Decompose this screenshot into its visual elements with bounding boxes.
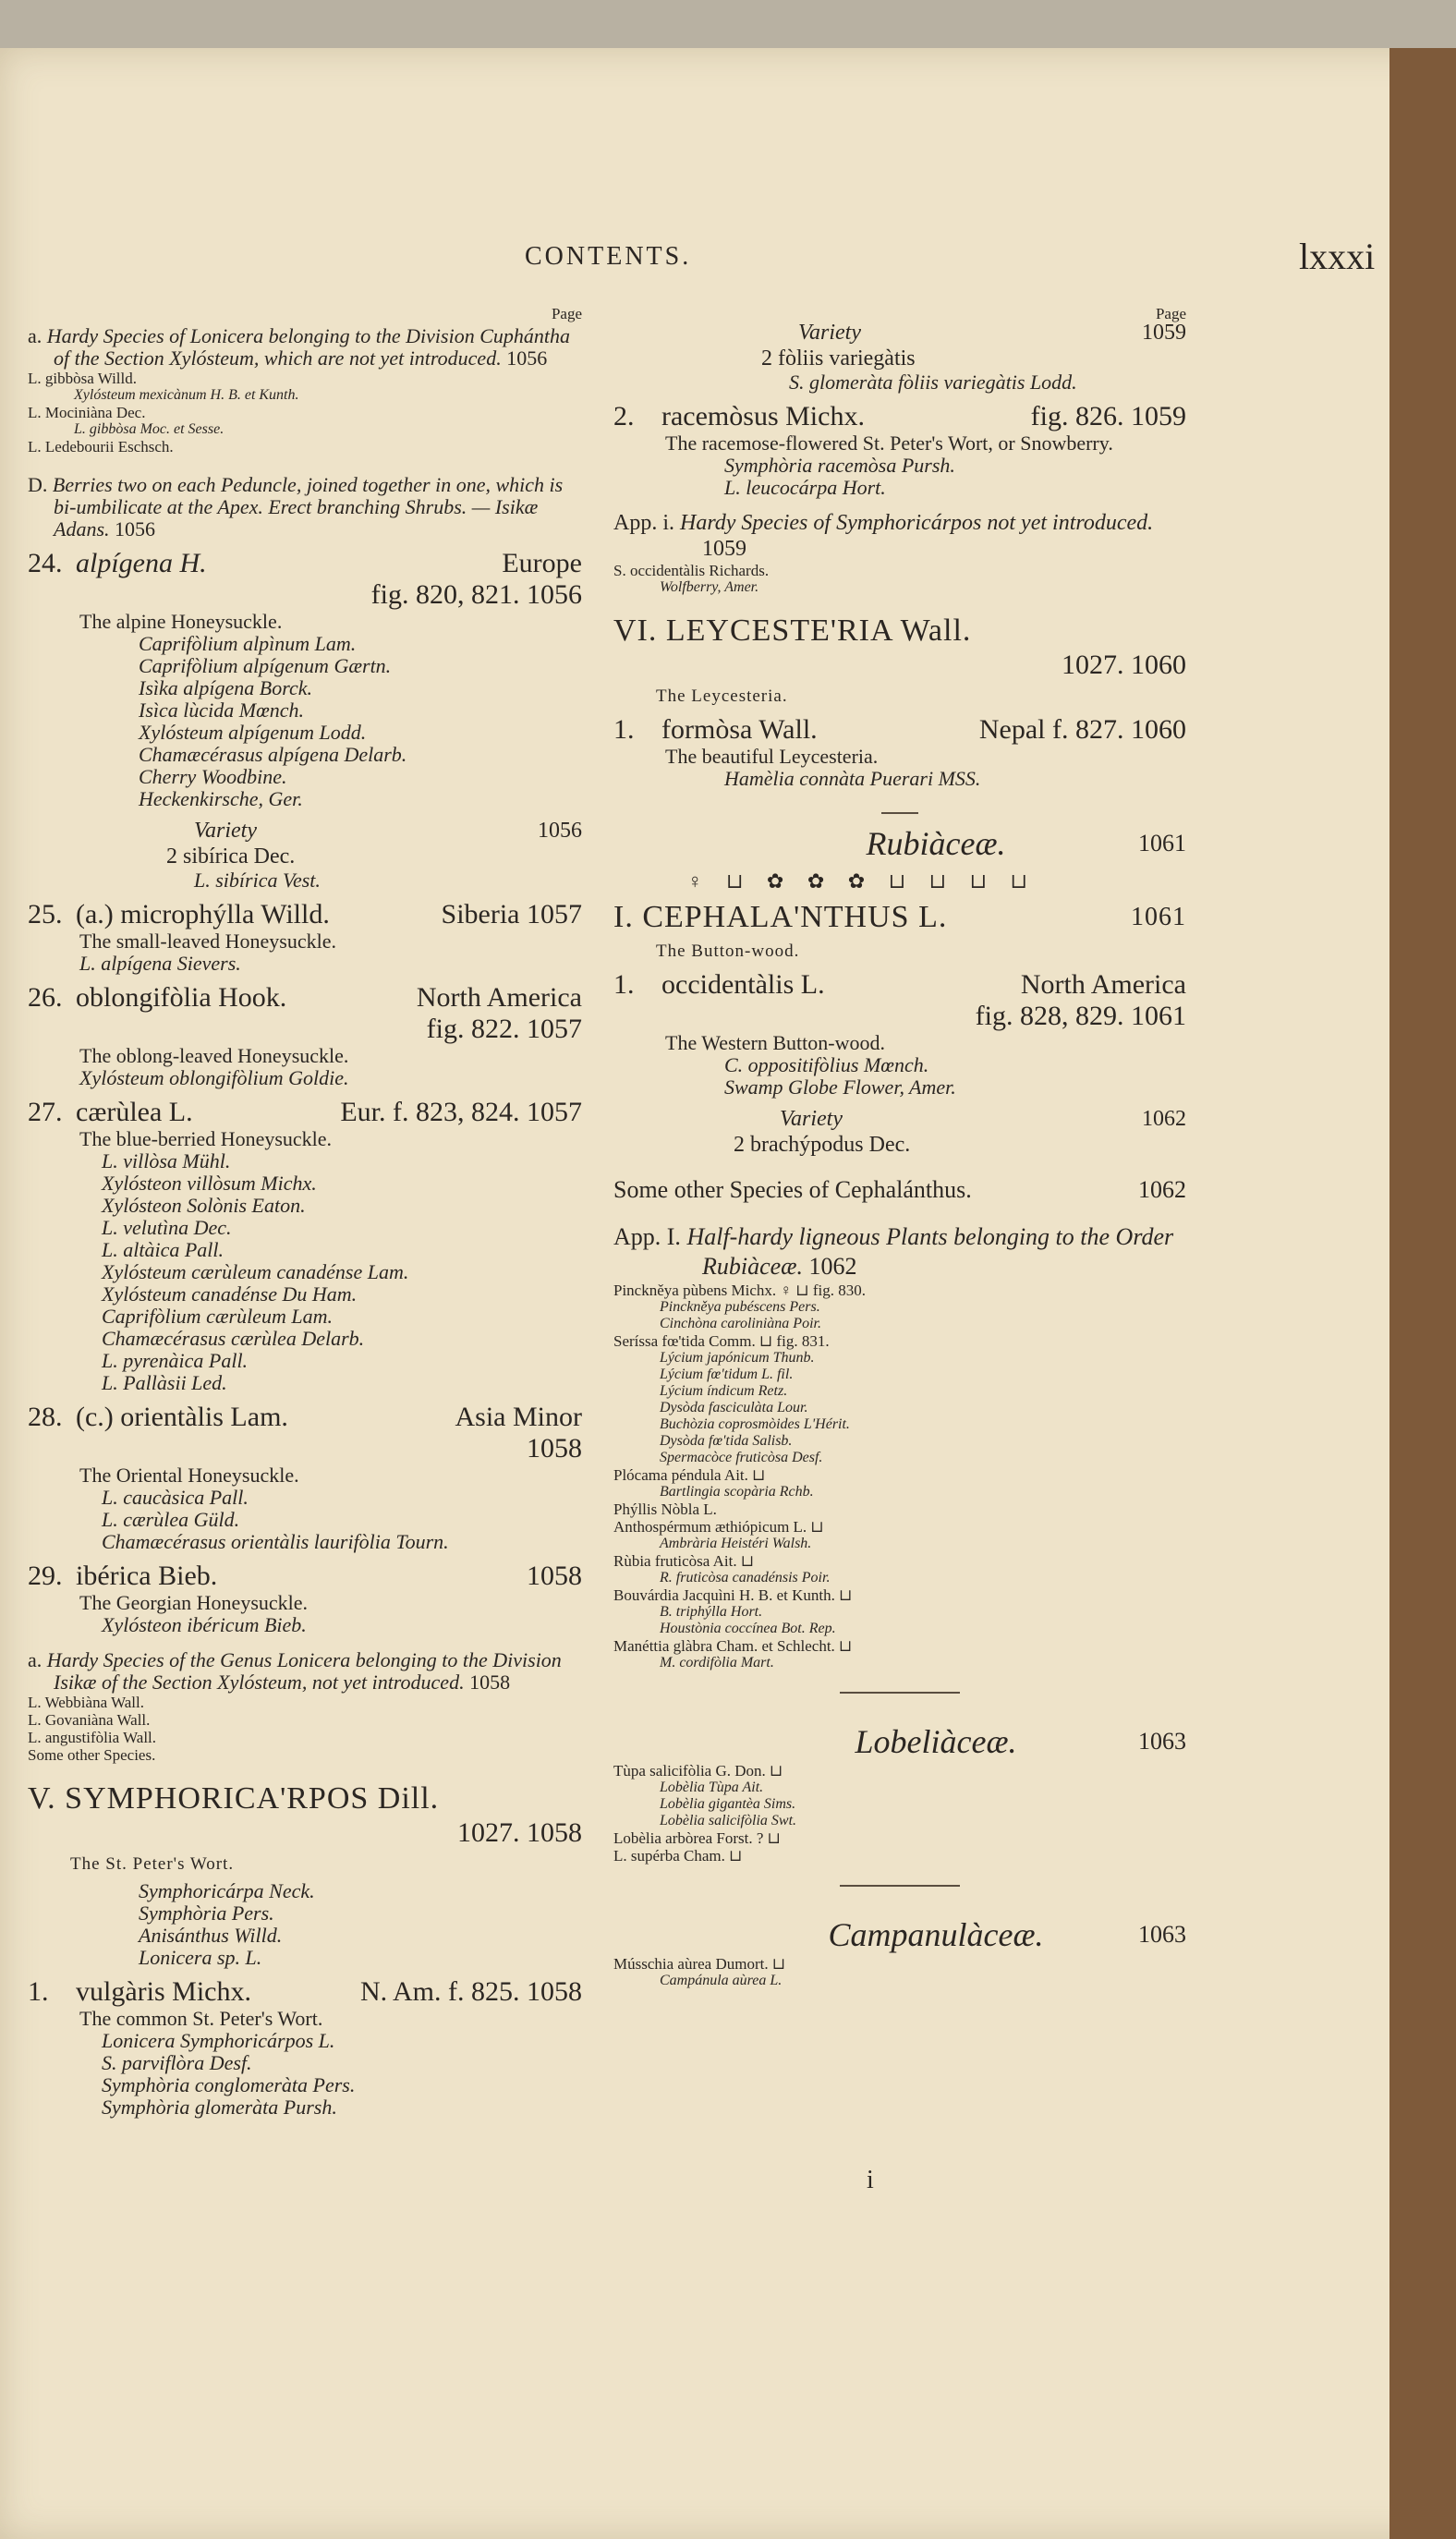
- synonym: L. altàica Pall.: [102, 1238, 224, 1261]
- list-item: Bouvárdia Jacquìni H. B. et Kunth. ⊔: [613, 1586, 853, 1604]
- list-item: Manéttia glàbra Cham. et Schlecht. ⊔: [613, 1637, 853, 1655]
- entry-25: 25. (a.) microphýlla Willd. Siberia 1057: [28, 899, 582, 929]
- common-name: The blue-berried Honeysuckle.: [79, 1127, 333, 1150]
- synonym: L. villòsa Mühl.: [102, 1149, 231, 1172]
- common-name: The Oriental Honeysuckle.: [79, 1464, 299, 1487]
- list-item: S. occidentàlis Richards.: [613, 562, 770, 579]
- list-item: Lobèlia arbòrea Forst. ? ⊔: [613, 1829, 781, 1847]
- synonym: Lonicera Symphoricárpos L.: [102, 2029, 335, 2052]
- family-heading: Rubiàceæ. 1061: [866, 825, 1186, 862]
- genus-common: The St. Peter's Wort.: [70, 1854, 235, 1874]
- variety-item: 2 brachýpodus Dec.: [734, 1133, 911, 1157]
- synonym: Symphòria glomeràta Pursh.: [102, 2096, 337, 2119]
- list-item: Anthospérmum æthiópicum L. ⊔: [613, 1518, 824, 1536]
- entry-2: 2. racemòsus Michx. fig. 826. 1059: [613, 401, 1186, 431]
- synonym: L. sibírica Vest.: [194, 869, 321, 892]
- list-item: Lobèlia salicifòlia Swt.: [660, 1813, 797, 1828]
- common-name: The Western Button-wood.: [665, 1031, 885, 1054]
- variety: Variety 1056: [194, 819, 582, 843]
- list-item: R. fruticòsa canadénsis Poir.: [660, 1570, 831, 1585]
- list-item: M. cordifòlia Mart.: [660, 1655, 774, 1670]
- synonym: Symphoricárpa Neck.: [139, 1879, 315, 1902]
- entry-fig: fig. 828, 829. 1061: [975, 1001, 1186, 1031]
- list-item: L. Webbiàna Wall.: [28, 1694, 144, 1711]
- page-label: Page: [551, 305, 582, 322]
- synonym: L. alpígena Sievers.: [79, 952, 241, 975]
- entry-24: 24. alpígena H. Europe: [28, 548, 582, 578]
- list-item: Rùbia fruticòsa Ait. ⊔: [613, 1552, 755, 1570]
- entry-fig: fig. 820, 821. 1056: [370, 579, 582, 610]
- section-a: a. Hardy Species of Lonicera belonging to the Division Cuphántha of the Section Xylósteum, which are not yet introduced. 1056: [28, 324, 570, 370]
- variety: Variety 1062: [780, 1107, 1186, 1131]
- genus-pages: 1027. 1060: [1062, 650, 1186, 680]
- list-item: Buchòzia coprosmòides L'Hérit.: [660, 1416, 850, 1432]
- synonym: L. leucocárpa Hort.: [724, 476, 886, 499]
- genus-pages: 1027. 1058: [457, 1817, 582, 1848]
- synonym: Xylósteum oblongifòlium Goldie.: [79, 1066, 349, 1089]
- entry-26: 26. oblongifòlia Hook. North America: [28, 982, 582, 1013]
- list-item: Pinckněya pubéscens Pers.: [660, 1299, 820, 1315]
- divider: [881, 812, 918, 814]
- genus-heading: VI. LEYCESTE'RIA Wall.: [613, 613, 972, 648]
- synonym: L. caucàsica Pall.: [102, 1486, 249, 1509]
- entry-29: 29. ibérica Bieb. 1058: [28, 1561, 582, 1591]
- list-item: Some other Species.: [28, 1746, 156, 1764]
- list-item: Dysòda fasciculàta Lour.: [660, 1400, 808, 1415]
- list-item: Tùpa salicifòlia G. Don. ⊔: [613, 1762, 783, 1780]
- other-species: Some other Species of Cephalánthus. 1062: [613, 1176, 1186, 1203]
- appendix: App. i. Hardy Species of Symphoricárpos not yet introduced. 1059: [613, 511, 1154, 561]
- synonym: L. velutìna Dec.: [102, 1216, 232, 1239]
- common-name: The alpine Honeysuckle.: [79, 610, 283, 633]
- signature-mark: i: [867, 2166, 874, 2194]
- synonym: L. Pallàsii Led.: [102, 1371, 227, 1394]
- list-item: L. gibbòsa Moc. et Sesse.: [74, 421, 224, 437]
- list-item: L. Govaniàna Wall.: [28, 1711, 151, 1729]
- list-item: Ambrària Heistéri Walsh.: [660, 1536, 812, 1551]
- page-label: Page: [1155, 305, 1186, 322]
- list-item: Lýcium índicum Retz.: [660, 1383, 788, 1399]
- list-item: Lýcium fœ'tidum L. fil.: [660, 1367, 794, 1382]
- list-item: Lýcium japónicum Thunb.: [660, 1350, 815, 1366]
- common-name: The racemose-flowered St. Peter's Wort, or Snowberry.: [665, 431, 1113, 455]
- synonym: Xylósteon Solònis Eaton.: [102, 1194, 306, 1217]
- symbol-row: ♀ ⊔ ✿ ✿ ✿ ⊔ ⊔ ⊔ ⊔: [687, 869, 1037, 893]
- synonym: Anisánthus Willd.: [139, 1924, 283, 1947]
- synonym: Chamæcérasus alpígena Delarb.: [139, 743, 407, 766]
- list-item: L. supérba Cham. ⊔: [613, 1847, 743, 1865]
- entry-1c: 1. occidentàlis L. North America: [613, 969, 1186, 1000]
- running-head: CONTENTS.: [525, 242, 692, 271]
- common-name: The common St. Peter's Wort.: [79, 2007, 323, 2030]
- synonym: Caprifòlium alpìnum Lam.: [139, 632, 357, 655]
- list-item: L. Mociniàna Dec.: [28, 404, 146, 421]
- list-item: Xylósteum mexicànum H. B. et Kunth.: [74, 387, 299, 403]
- list-item: Bartlingia scopària Rchb.: [660, 1484, 814, 1500]
- list-item: Houstònia coccínea Bot. Rep.: [660, 1621, 836, 1636]
- page-edge: [1389, 48, 1456, 2539]
- list-item: Músschia aùrea Dumort. ⊔: [613, 1955, 786, 1973]
- section-d: D. Berries two on each Peduncle, joined together in one, which is bi-umbilicate at the Apex. Erect branching Shrubs. — Isikæ Adans. 1056: [28, 473, 564, 541]
- variety-item: 2 sibírica Dec.: [166, 844, 296, 869]
- synonym: L. pyrenàica Pall.: [102, 1349, 249, 1372]
- synonym: S. glomeràta fòliis variegàtis Lodd.: [789, 371, 1077, 394]
- variety-item: 2 fòliis variegàtis: [761, 346, 916, 371]
- list-item: L. gibbòsa Willd.: [28, 370, 137, 387]
- synonym: C. oppositifòlius Mœnch.: [724, 1053, 929, 1076]
- synonym: Caprifòlium alpígenum Gærtn.: [139, 654, 392, 677]
- common-name: The Georgian Honeysuckle.: [79, 1591, 309, 1614]
- page-number: lxxxi: [1299, 236, 1376, 277]
- family-heading: Lobeliàceæ. 1063: [855, 1723, 1186, 1760]
- common-name: The oblong-leaved Honeysuckle.: [79, 1044, 349, 1067]
- list-item: L. Ledebourii Eschsch.: [28, 438, 174, 456]
- list-item: Lobèlia gigantèa Sims.: [660, 1796, 796, 1812]
- list-item: L. angustifòlia Wall.: [28, 1729, 157, 1746]
- synonym: Lonicera sp. L.: [139, 1946, 262, 1969]
- synonym: Isìca lùcida Mœnch.: [139, 699, 305, 722]
- genus-common: The Button-wood.: [656, 941, 800, 961]
- list-item: Seríssa fœ'tida Comm. ⊔ fig. 831.: [613, 1332, 830, 1350]
- synonym: Xylósteum alpígenum Lodd.: [139, 721, 367, 744]
- synonym: Xylósteon ibéricum Bieb.: [102, 1613, 307, 1636]
- list-item: Dysòda fœ'tida Salisb.: [660, 1433, 793, 1449]
- genus-heading: V. SYMPHORICA'RPOS Dill.: [28, 1781, 440, 1816]
- right-column: [613, 305, 1186, 1989]
- synonym: Isìka alpígena Borck.: [139, 676, 312, 699]
- list-item: Spermacòce fruticòsa Desf.: [660, 1450, 823, 1465]
- list-item: Phýllis Nòbla L.: [613, 1500, 717, 1518]
- synonym: Heckenkirsche, Ger.: [139, 787, 303, 810]
- synonym: Xylósteon villòsum Michx.: [102, 1172, 317, 1195]
- common-name: The beautiful Leycesteria.: [665, 745, 879, 768]
- synonym: Xylósteum cærùleum canadénse Lam.: [102, 1260, 409, 1283]
- entry-page: 1058: [527, 1433, 582, 1464]
- list-item: Lobèlia Tùpa Ait.: [660, 1780, 764, 1795]
- divider: [840, 1692, 960, 1694]
- genus-heading: I. CEPHALA'NTHUS L. 1061: [613, 900, 1186, 934]
- common-name: The small-leaved Honeysuckle.: [79, 929, 336, 953]
- entry-1: 1. vulgàris Michx. N. Am. f. 825. 1058: [28, 1976, 582, 2007]
- genus-common: The Leycesteria.: [656, 686, 788, 706]
- synonym: Caprifòlium cærùleum Lam.: [102, 1305, 333, 1328]
- family-heading: Campanulàceæ. 1063: [828, 1916, 1186, 1953]
- list-item: Pinckněya pùbens Michx. ♀ ⊔ fig. 830.: [613, 1282, 866, 1299]
- entry-fig: fig. 822. 1057: [426, 1014, 582, 1044]
- synonym: Hamèlia connàta Puerari MSS.: [724, 767, 981, 790]
- synonym: Chamæcérasus cærùlea Delarb.: [102, 1327, 365, 1350]
- entry-1b: 1. formòsa Wall. Nepal f. 827. 1060: [613, 714, 1186, 745]
- synonym: S. parviflòra Desf.: [102, 2051, 252, 2074]
- synonym: Swamp Globe Flower, Amer.: [724, 1075, 956, 1099]
- entry-28: 28. (c.) orientàlis Lam. Asia Minor: [28, 1402, 582, 1432]
- synonym: Symphòria racemòsa Pursh.: [724, 454, 955, 477]
- list-item: Wolfberry, Amer.: [660, 579, 759, 595]
- synonym: L. cærùlea Güld.: [102, 1508, 240, 1531]
- synonym: Cherry Woodbine.: [139, 765, 287, 788]
- list-item: Campánula aùrea L.: [660, 1973, 783, 1988]
- divider: [840, 1885, 960, 1887]
- appendix: App. I. Half-hardy ligneous Plants belonging to the Order Rubiàceæ. 1062: [613, 1223, 1174, 1280]
- list-item: Cinchòna caroliniàna Poir.: [660, 1316, 821, 1331]
- synonym: Chamæcérasus orientàlis laurifòlia Tourn.: [102, 1530, 449, 1553]
- list-item: Plócama péndula Ait. ⊔: [613, 1466, 766, 1484]
- synonym: Symphòria Pers.: [139, 1901, 274, 1925]
- entry-27: 27. cærùlea L. Eur. f. 823, 824. 1057: [28, 1097, 582, 1127]
- left-column: [28, 305, 582, 2119]
- list-item: B. triphýlla Hort.: [660, 1604, 763, 1620]
- synonym: Xylósteum canadénse Du Ham.: [102, 1282, 358, 1306]
- variety: Variety 1059: [798, 321, 1186, 345]
- synonym: Symphòria conglomeràta Pers.: [102, 2073, 356, 2096]
- section-a2: a. Hardy Species of the Genus Lonicera belonging to the Division Isikæ of the Section Xylósteum, not yet introduced. 1058: [28, 1648, 562, 1694]
